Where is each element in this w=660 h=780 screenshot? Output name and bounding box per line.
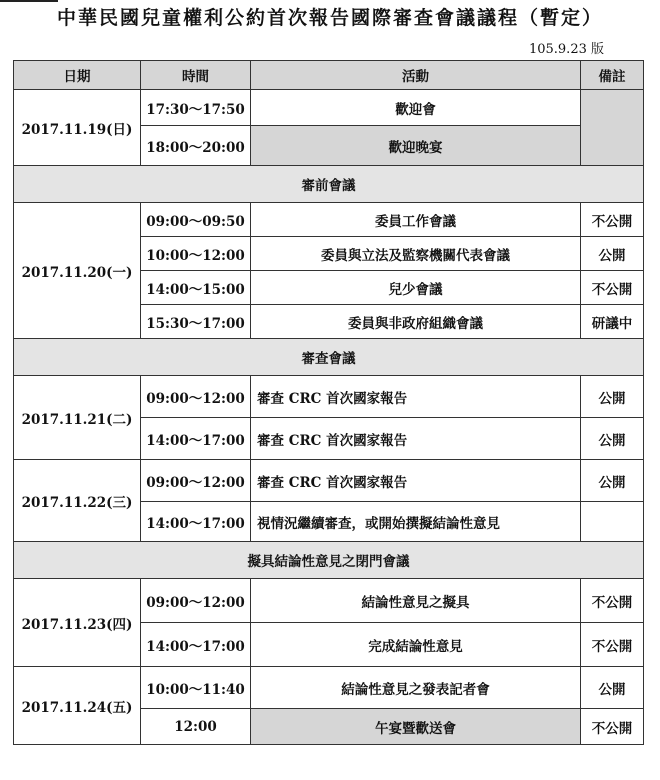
note-cell: 不公開 (581, 709, 644, 745)
section-title: 擬具結論性意見之閉門會議 (14, 542, 644, 579)
table-row (14, 579, 644, 623)
time-cell: 09:00～12:00 (141, 460, 251, 502)
page-title: 中華民國兒童權利公約首次報告國際審查會議議程（暫定） (56, 7, 603, 29)
table-row (14, 90, 644, 126)
activity-cell: 審查 CRC 首次國家報告 (251, 376, 581, 418)
note-cell: 公開 (581, 376, 644, 418)
activity-cell: 兒少會議 (251, 271, 581, 305)
time-cell: 15:30～17:00 (141, 305, 251, 339)
activity-cell: 午宴暨歡送會 (251, 709, 581, 745)
table-row (14, 667, 644, 709)
activity-cell: 視情況繼續審查，或開始撰擬結論性意見 (251, 502, 581, 542)
version-label: 105.9.23 版 (528, 42, 604, 57)
time-cell: 12:00 (141, 709, 251, 745)
activity-cell: 審查 CRC 首次國家報告 (251, 418, 581, 460)
header-activity: 活動 (251, 61, 581, 90)
section-title: 審前會議 (14, 166, 644, 203)
time-cell: 14:00～17:00 (141, 623, 251, 667)
date-cell: 2017.11.20(一) (14, 203, 141, 339)
time-cell: 09:00～12:00 (141, 579, 251, 623)
header-note: 備註 (581, 61, 644, 90)
time-cell: 17:30～17:50 (141, 90, 251, 126)
note-cell (581, 502, 644, 542)
time-cell: 10:00～11:40 (141, 667, 251, 709)
note-cell: 不公開 (581, 271, 644, 305)
section-row (14, 339, 644, 376)
time-cell: 14:00～17:00 (141, 418, 251, 460)
section-row (14, 542, 644, 579)
time-cell: 18:00～20:00 (141, 126, 251, 166)
date-cell: 2017.11.23(四) (14, 579, 141, 667)
time-cell: 10:00～12:00 (141, 237, 251, 271)
activity-cell: 結論性意見之發表記者會 (251, 667, 581, 709)
time-cell: 14:00～17:00 (141, 502, 251, 542)
section-row (14, 166, 644, 203)
header-time: 時間 (141, 61, 251, 90)
note-cell: 公開 (581, 418, 644, 460)
activity-cell: 委員與立法及監察機關代表會議 (251, 237, 581, 271)
note-cell: 公開 (581, 460, 644, 502)
time-cell: 14:00～15:00 (141, 271, 251, 305)
time-cell: 09:00～12:00 (141, 376, 251, 418)
activity-cell: 委員工作會議 (251, 203, 581, 237)
activity-cell: 歡迎會 (251, 90, 581, 126)
note-cell: 不公開 (581, 203, 644, 237)
date-cell: 2017.11.19(日) (14, 90, 141, 166)
activity-cell: 歡迎晚宴 (251, 126, 581, 166)
note-cell: 公開 (581, 237, 644, 271)
note-cell: 公開 (581, 667, 644, 709)
activity-cell: 審查 CRC 首次國家報告 (251, 460, 581, 502)
header-date: 日期 (14, 61, 141, 90)
top-rule (0, 0, 58, 2)
note-cell: 不公開 (581, 623, 644, 667)
header-row (14, 61, 644, 90)
activity-cell: 結論性意見之擬具 (251, 579, 581, 623)
date-cell: 2017.11.21(二) (14, 376, 141, 460)
activity-cell: 完成結論性意見 (251, 623, 581, 667)
date-cell: 2017.11.24(五) (14, 667, 141, 745)
note-cell: 研議中 (581, 305, 644, 339)
table-row (14, 203, 644, 237)
table-row (14, 376, 644, 418)
note-cell: 不公開 (581, 579, 644, 623)
section-title: 審查會議 (14, 339, 644, 376)
table-row (14, 460, 644, 502)
activity-cell: 委員與非政府組織會議 (251, 305, 581, 339)
note-cell (581, 90, 644, 166)
date-cell: 2017.11.22(三) (14, 460, 141, 542)
time-cell: 09:00～09:50 (141, 203, 251, 237)
agenda-table (13, 60, 644, 745)
